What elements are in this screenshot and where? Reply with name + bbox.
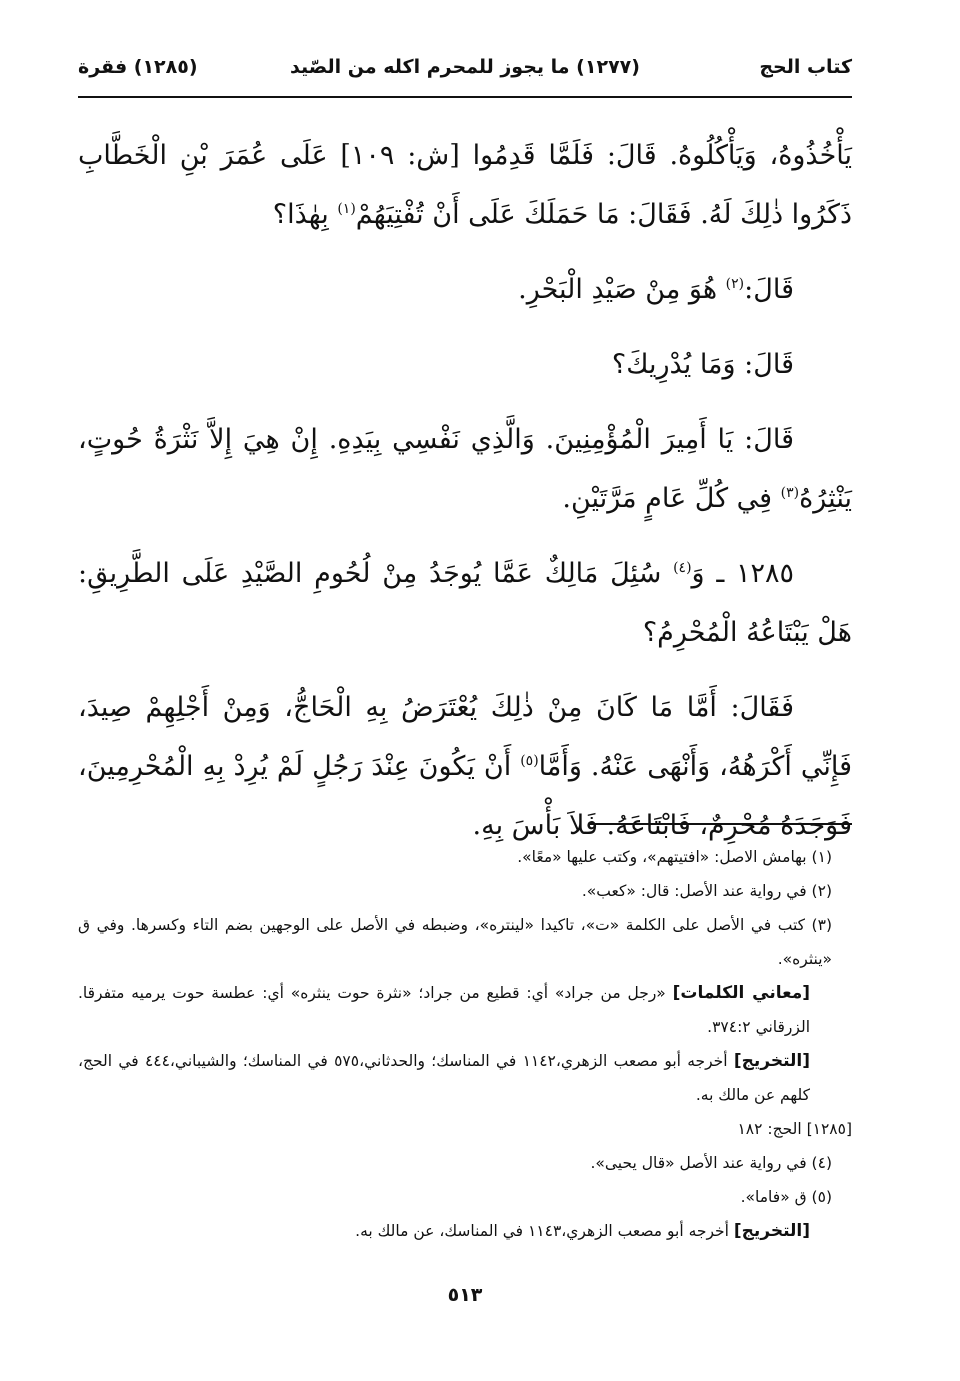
footnotes: [78, 840, 852, 1248]
word-meanings-text: «رجل من جراد» أي: قطيع من جراد؛ «نثرة حوت ينثره» أي: عطسة حوت يرميه متفرقا. الزرقاني ٣٧٤:٢.: [78, 984, 810, 1036]
text-run: قَالَ:: [744, 274, 794, 305]
text-run: سُئِلَ مَالِكٌ عَمَّا يُوجَدُ مِنْ لُحُومِ الصَّيْدِ عَلَى الطَّرِيقِ: هَلْ يَبْتَاعُهُ الْمُحْرِمُ؟: [78, 558, 852, 648]
paragraph-1: [78, 126, 852, 244]
paragraph-3: قَالَ: وَمَا يُدْرِيكَ؟: [611, 349, 794, 380]
text-run: فَقَالَ: أَمَّا مَا كَانَ مِنْ ذٰلِكَ يُعْتَرَضُ بِهِ الْحَاجُّ، وَمِنْ أَجْلِهِمْ صِيدَ، فَإِنِّي أَكْرَهُهُ، وَأَنْهَى عَنْهُ. وَأَمَّا: [78, 692, 852, 782]
footnote-5: (٥) ق «فاما».: [740, 1188, 832, 1206]
text-run: قَالَ: يَا أَمِيرَ الْمُؤْمِنِينَ. وَالَّذِي نَفْسِي بِيَدِهِ. إِنْ هِيَ إِلاَّ نَثْرَةُ حُوتٍ، يَنْثِرُهُ: [78, 424, 852, 514]
paragraph-5: [78, 544, 852, 662]
footnote-marker-4: (٤): [673, 560, 692, 576]
footnote-separator: [78, 823, 852, 824]
takhrij-text: أخرجه أبو مصعب الزهري،١١٤٢ في المناسك؛ والحدثاني،٥٧٥ في المناسك؛ والشيباني،٤٤٤ في الحج، كلهم عن مالك به.: [78, 1052, 810, 1104]
paragraph-4: [78, 410, 852, 528]
footnote-marker-1: (١): [337, 201, 356, 217]
main-text: [78, 126, 852, 871]
header-paragraph-number: (١٢٨٥) فقرة: [78, 56, 198, 78]
footnote-word-meanings: [78, 976, 852, 1044]
text-run: يَأْخُذُوهُ، وَيَأْكُلُوهُ. قَالَ: فَلَمَّا قَدِمُوا [ش: ١٠٩] عَلَى عُمَرَ بْنِ الْخَطَّابِ ذَكَرُوا ذٰلِكَ لَهُ. فَقَالَ: مَا حَمَلَكَ عَلَى أَنْ تُفْتِيَهُمْ: [78, 140, 852, 230]
page-header: [78, 50, 852, 98]
word-meanings-tag: [معاني الكلمات]: [672, 983, 811, 1003]
footnote-marker-3: (٣): [780, 485, 800, 501]
footnote-reference: [١٢٨٥] الحج: ١٨٢: [737, 1120, 852, 1138]
takhrij-tag: [التخريج]: [733, 1051, 810, 1071]
text-run: فِي كُلِّ عَامٍ مَرَّتَيْنِ.: [562, 483, 781, 514]
header-book-title: كتاب الحج: [759, 56, 852, 78]
text-run: ١٢٨٥ ـ وَ: [691, 558, 794, 589]
text-run: بِهٰذَا؟: [272, 199, 338, 230]
takhrij-text: أخرجه أبو مصعب الزهري،١١٤٣ في المناسك، عن مالك به.: [355, 1222, 734, 1240]
footnote-1: (١) بهامش الاصل: «افتيتهم»، وكتب عليها «معًا».: [517, 848, 832, 866]
paragraph-2: [78, 260, 852, 319]
footnote-takhrij-2: [78, 1214, 852, 1248]
text-run: هُوَ مِنْ صَيْدِ الْبَحْرِ.: [518, 274, 726, 305]
footnote-2: (٢) في رواية عند الأصل: قال: «كعب».: [581, 882, 832, 900]
paragraph-6: [78, 678, 852, 855]
footnote-3: (٣) كتب في الأصل على الكلمة «ت»، تاكيدا «لينتره»، وضبطه في الأصل على الوجهين بضم التاء وكسرها. وفي ق «ينثره».: [78, 916, 832, 968]
takhrij-tag: [التخريج]: [733, 1221, 810, 1241]
footnote-marker-2: (٢): [725, 276, 745, 292]
footnote-takhrij-1: [78, 1044, 852, 1112]
footnote-marker-5: (٥): [520, 753, 539, 769]
header-section-title: (١٢٧٧) ما يجوز للمحرم اكله من الصّيد: [290, 56, 640, 78]
text-run: أَنْ يَكُونَ عِنْدَ رَجُلٍ لَمْ يُرِدْ بِهِ الْمُحْرِمِينَ، فَوَجَدَهُ مُحْرِمٌ، فَابْتَاعَهُ. فَلاَ بَأْسَ بِهِ.: [78, 751, 852, 841]
footnote-4: (٤) في رواية عند الأصل «قال يحيى».: [590, 1154, 832, 1172]
page-number: ٥١٣: [447, 1284, 483, 1306]
